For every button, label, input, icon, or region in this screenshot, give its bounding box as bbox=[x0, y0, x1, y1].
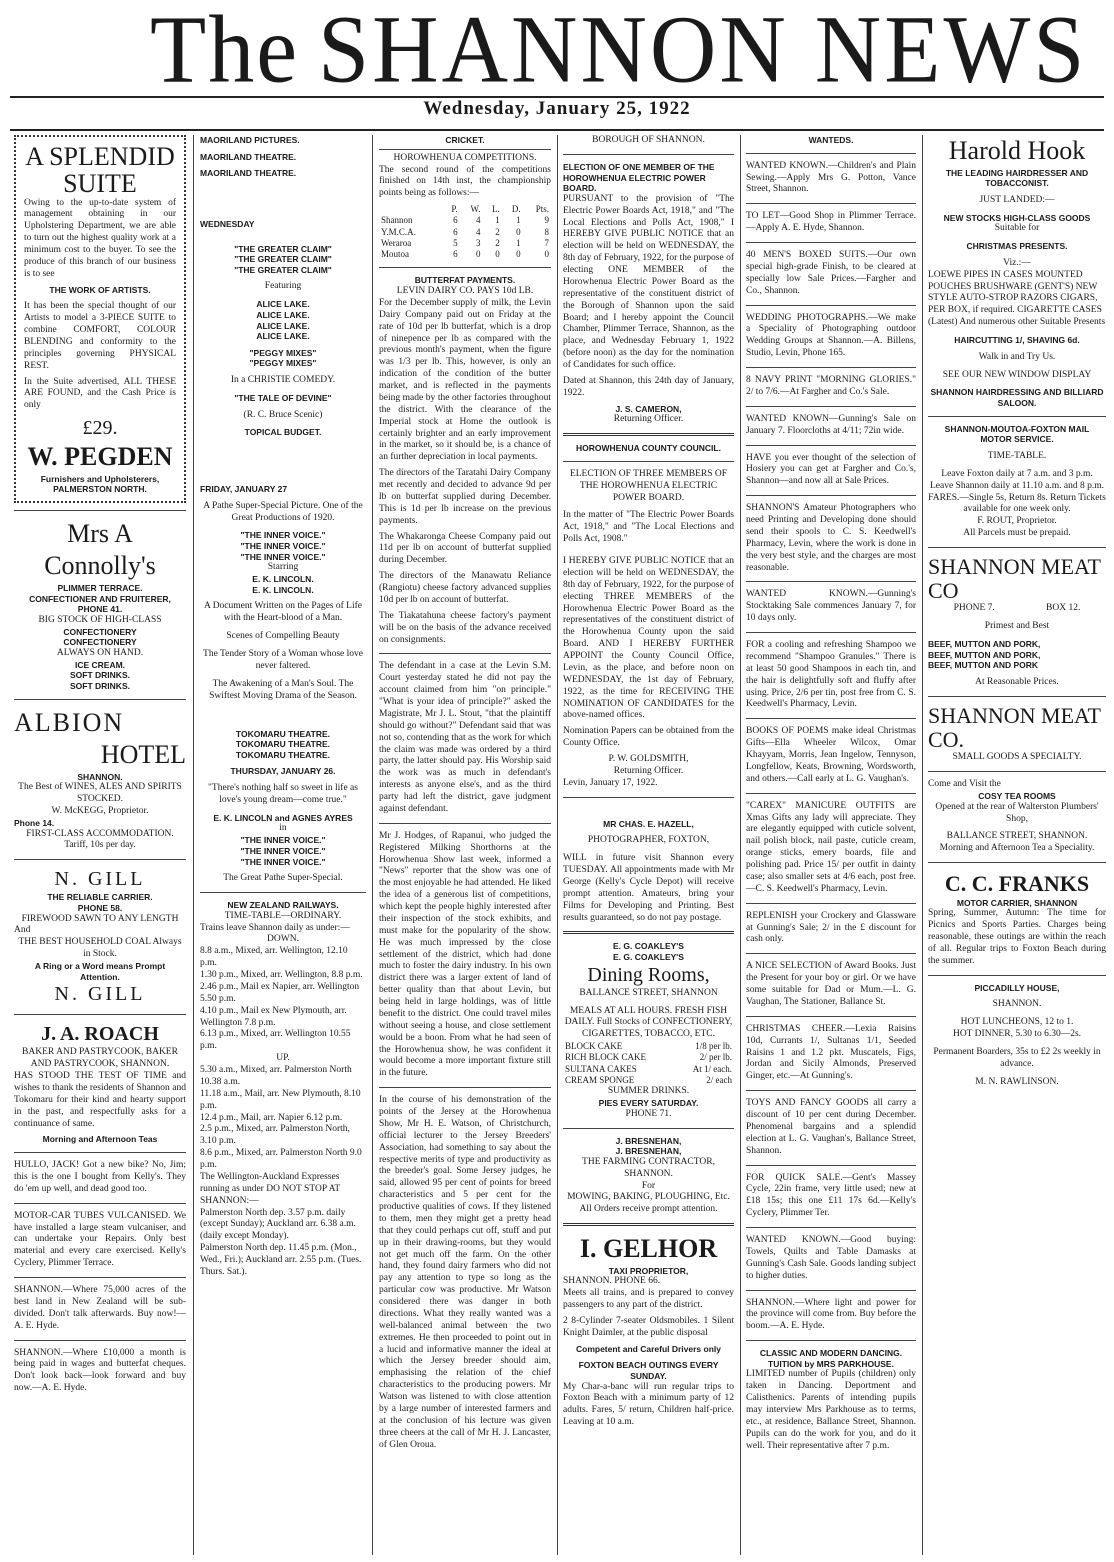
butterfat-heading: BUTTERFAT PAYMENTS. bbox=[414, 275, 516, 286]
masthead-the: The bbox=[150, 0, 300, 103]
county-body: I HEREBY GIVE PUBLIC NOTICE that an election will be held on WEDNESDAY, the 8th day of February, 1922, for the purpose of electing THREE MEMBERS of the Horowhenua Electric Power Board as the representatives of the constituent district of the Horowhenua County upon the said Board. AND I HEREBY FURTHER APPOINT the County Council Office, Levin, as the place, and before noon on WEDNESDAY, the 1st day of February, 1922, as the time for RECEIVING THE NOMINATION OF CANDIDATES for the above-named offices. bbox=[563, 556, 734, 721]
suite-price: £29. bbox=[82, 417, 118, 440]
gill-line: And bbox=[14, 925, 31, 936]
film-title: "THE INNER VOICE." bbox=[240, 856, 326, 867]
classified: BOOKS OF POEMS make ideal Christmas Gifts—Ella Wheeler Wilcox, Omar Khayyam, Morris, Jean Ingelow, Tennyson, Longfellow, Keats, Browning, Wordsworth, and others.—Call early at L. G. Vaughan's. bbox=[746, 726, 916, 784]
franks-line: MOTOR CARRIER, SHANNON bbox=[956, 897, 1078, 908]
railways-timetable: TIME-TABLE—ORDINARY. bbox=[224, 910, 342, 921]
star-name: ALICE LAKE. bbox=[256, 331, 310, 342]
film-title: "THE INNER VOICE." bbox=[240, 835, 326, 846]
connolly-line: CONFECTIONER AND FRUITERER, bbox=[29, 593, 171, 604]
dining-rooms: Dining Rooms, bbox=[587, 963, 710, 986]
franks-title: C. C. FRANKS bbox=[944, 871, 1090, 897]
piccadilly-sign: M. N. RAWLINSON. bbox=[975, 1076, 1059, 1087]
hook-line: NEW STOCKS HIGH-CLASS GOODS bbox=[943, 212, 1091, 223]
train-entry: Palmerston North dep. 3.57 p.m. daily (except Sunday); Auckland arr. 6.38 a.m. (daily except Monday). bbox=[200, 1207, 356, 1242]
hook-line: JUST LANDED:— bbox=[979, 194, 1055, 205]
points-table-row bbox=[379, 249, 551, 260]
direction-heading: DOWN. bbox=[267, 934, 299, 945]
column-6 bbox=[928, 135, 1106, 1555]
train-entry: 12.4 p.m., Mail, arr. Napier 6.12 p.m. bbox=[200, 1112, 343, 1123]
express-note: The Wellington-Auckland Expresses running as under DO NOT STOP AT SHANNON:— bbox=[200, 1171, 341, 1206]
film-title: "PEGGY MIXES" bbox=[249, 347, 317, 358]
gill-line: THE RELIABLE CARRIER. bbox=[47, 892, 153, 903]
film-title: "THE GREATER CLAIM" bbox=[234, 254, 332, 265]
points-table-cell: 1 bbox=[516, 215, 521, 226]
railways-intro: Trains leave Shannon daily as under:— bbox=[200, 922, 350, 933]
gelhor-name: I. GELHOR bbox=[579, 1234, 718, 1264]
albion-prop: W. McKEGG, Proprietor. bbox=[51, 806, 149, 817]
mail-line: FARES.—Single 5s, Return 8s. Return Tickets available for one week only. bbox=[928, 492, 1106, 515]
article-paragraph: The defendant in a case at the Levin S.M. Court yesterday stated he did not pay the account claimed from him "on principle." "What is your idea of principle?" asked the Magistrate, Mr J. L. Stout, "that the plaintiff should go without?" Defendant said that was not so, contending that as the work for which the claim was made was ordered by a third party, the latter should pay. His Worship said the work was as much in defendant's interests as anyone else's, and as the third party had left the district, gave judgment against defendant. bbox=[379, 661, 551, 814]
pathe-note: A Pathe Super-Special Picture. One of the Great Productions of 1920. bbox=[203, 500, 363, 523]
scenic: (R. C. Bruce Scenic) bbox=[243, 409, 323, 420]
cake-price-row bbox=[563, 1041, 734, 1052]
cake-price: 2/ each bbox=[706, 1074, 732, 1085]
classified: REPLENISH your Crockery and Glassware at Gunning's Sale; 2/ in the £ discount for cash only. bbox=[746, 910, 916, 945]
coakley-name: E. G. COAKLEY'S bbox=[613, 952, 684, 962]
cricket-heading: CRICKET. bbox=[445, 135, 485, 145]
meat-box: BOX 12. bbox=[1046, 603, 1081, 614]
dancing-body: LIMITED number of Pupils (children) only taken in Dancing. Deportment and Calisthenics. Parents of intending pupils may interview Mrs Parkhouse as to terms, etc., at residence, Ballance Street, Shannon. Pupils can do the work for you, and do it well. Their representative after 7 p.m. bbox=[746, 1369, 916, 1451]
classified: "CAREX" MANICURE OUTFITS are Xmas Gifts any lady will appreciate. They are elegantly equipped with cuticle solvent, nail polish block, nail paste, cuticle cream, orange sticks, emery boards, file and polishing pad. Price 15/ per outfit in dainty case; also smaller sets at 4/6 each, post free.—C. S. Keedwell's Pharmacy, Levin. bbox=[746, 800, 916, 894]
cake-name: CREAM SPONGE bbox=[565, 1074, 635, 1085]
train-entry: Palmerston North dep. 11.45 p.m. (Mon., Wed., Fri.); Auckland arr. 2.55 p.m. (Tues. Thurs. Sat.). bbox=[200, 1243, 362, 1277]
county-dated: Levin, January 17, 1922. bbox=[563, 777, 658, 788]
points-table-cell: Y.M.C.A. bbox=[381, 226, 416, 237]
points-table-cell: Weraroa bbox=[381, 237, 412, 248]
masthead-title: SHANNON NEWS bbox=[318, 0, 1088, 103]
column-5 bbox=[746, 135, 916, 1555]
cosy-visit: Come and Visit the bbox=[928, 779, 1001, 790]
maoriland-theatre: MAORILAND THEATRE. bbox=[200, 168, 297, 179]
connolly-line: CONFECTIONERY bbox=[63, 637, 137, 648]
classified: TO LET—Good Shop in Plimmer Terrace.—Apply A. E. Hyde, Shannon. bbox=[746, 211, 916, 234]
suite-firm-sub: Furnishers and Upholsterers, PALMERSTON NORTH. bbox=[40, 473, 160, 495]
notice-wages: SHANNON.—Where £10,000 a month is being paid in wages and butterfat cheques. Don't look back—look forward and buy now.—A. E. Hyde. bbox=[14, 1347, 186, 1394]
column-1 bbox=[14, 135, 186, 1555]
cake-price-row bbox=[563, 1052, 734, 1063]
column-rule bbox=[372, 135, 373, 1555]
taxi-drivers: Competent and Careful Drivers only bbox=[575, 1343, 721, 1354]
column-rule bbox=[922, 135, 923, 1555]
election-signatory: J. S. CAMERON, bbox=[615, 403, 682, 414]
hook-window: SEE OUR NEW WINDOW DISPLAY bbox=[942, 369, 1092, 380]
notice-acres: SHANNON.—Where 75,000 acres of the best land in New Zealand will be sub-divided. Don't talk afterwards. Buy now!—A. E. Hyde. bbox=[14, 1285, 186, 1331]
day-heading: WEDNESDAY bbox=[200, 218, 255, 229]
meat-line: BEEF, MUTTON AND PORK, bbox=[928, 649, 1041, 660]
gill-title: N. GILL bbox=[54, 868, 146, 891]
classified: WEDDING PHOTOGRAPHS.—We make a Speciality of Photographing outdoor Wedding Groups at Shannon.—A. Billens, Studio, Levin, Phone 165. bbox=[746, 312, 916, 359]
hazell-name: MR CHAS. E. HAZELL, bbox=[603, 818, 694, 829]
classified: TOYS AND FANCY GOODS all carry a discount of 10 per cent during December. Phenomenal bargains and a splendid election at L. G. Vaughan's, Ballance Street, Shannon. bbox=[746, 1098, 916, 1156]
notice-hullo: HULLO, JACK! Got a new bike? No, Jim; this is the one I bought from Kelly's. They do 'em up well, and dead good too. bbox=[14, 1160, 186, 1194]
gill-line: THE BEST HOUSEHOLD COAL Always in Stock. bbox=[18, 937, 182, 960]
suite-firm: W. PEGDEN bbox=[27, 442, 173, 472]
cosy-title: COSY TEA ROOMS bbox=[978, 791, 1056, 801]
taxi-line: SHANNON. PHONE 66. bbox=[563, 1276, 661, 1287]
cosy-line: Opened at the rear of Walterston Plumbers' Shop, bbox=[935, 801, 1099, 824]
mail-heading: SHANNON-MOUTOA-FOXTON MAIL MOTOR SERVICE. bbox=[944, 423, 1090, 445]
classified: HAVE you ever thought of the selection of Hosiery you can get at Fargher and Co.'s, Shannon—and now all at Sale Prices. bbox=[746, 452, 916, 487]
points-table-cell: 6 bbox=[453, 249, 458, 260]
county-papers: Nomination Papers can be obtained from the County Office. bbox=[563, 726, 734, 749]
article-paragraph: The directors of the Manawatu Reliance (Rangiotu) cheese factory advanced supplies 10d per lb on account of butterfat. bbox=[379, 571, 551, 605]
taxi-body: Meets all trains, and is prepared to convey passengers to any part of the district. bbox=[563, 1288, 734, 1310]
film-title: "THE INNER VOICE." bbox=[240, 551, 326, 562]
albion-accom: FIRST-CLASS ACCOMMODATION. bbox=[26, 828, 174, 839]
points-table-cell: 4 bbox=[475, 226, 481, 237]
mail-timetable: TIME-TABLE. bbox=[987, 450, 1047, 461]
roach-title: J. A. ROACH bbox=[41, 1023, 159, 1046]
taxi-cars: 2 8-Cylinder 7-seater Oldsmobiles. 1 Silent Knight Daimler, at the public disposal bbox=[563, 1315, 734, 1338]
points-table-cell bbox=[379, 204, 443, 215]
column-rule bbox=[740, 135, 741, 1555]
points-table bbox=[379, 204, 551, 260]
pies-line: PIES EVERY SATURDAY. bbox=[598, 1098, 699, 1108]
hook-line: THE LEADING HAIRDRESSER AND TOBACCONIST. bbox=[945, 167, 1089, 189]
film-blurb: The Great Pathe Super-Special. bbox=[223, 873, 343, 884]
connolly-line: ICE CREAM. bbox=[74, 659, 126, 670]
points-table-cell: 0 bbox=[516, 249, 521, 260]
county-role: Returning Officer. bbox=[613, 765, 684, 776]
tokomaru-theatre: TOKOMARU THEATRE. bbox=[235, 749, 331, 760]
hook-line: CHRISTMAS PRESENTS. bbox=[966, 241, 1068, 252]
points-table-cell: 3 bbox=[475, 237, 481, 248]
maoriland-pictures: MAORILAND PICTURES. bbox=[200, 135, 300, 145]
gill-line: FIREWOOD SAWN TO ANY LENGTH bbox=[21, 913, 179, 924]
classified: SHANNON'S Amateur Photographers who need Printing and Developing done should send their spools to C. S. Keedwell's Pharmacy, Levin, where the work is done in the very best style, and the charges are most reasonable. bbox=[746, 503, 916, 573]
film-blurb: The Awakening of a Man's Soul. The Swiftest Moving Drama of the Season. bbox=[209, 678, 357, 701]
points-table-cell: 6 bbox=[453, 226, 458, 237]
film-title: "THE TALE OF DEVINE" bbox=[234, 392, 332, 403]
foxton-body: My Char-a-banc will run regular trips to Foxton Beach with a minimum party of 12 adults. Fares, 5/ return, Children half-price. Leaving at 10 a.m. bbox=[563, 1381, 734, 1428]
piccadilly-line: SHANNON. bbox=[992, 999, 1042, 1010]
cake-price: 2/ per lb. bbox=[699, 1052, 732, 1063]
election-heading: ELECTION OF ONE MEMBER OF THE HOROWHENUA ELECTRIC POWER BOARD. bbox=[563, 161, 715, 194]
train-entry: 4.10 p.m., Mail ex New Plymouth, arr. Wellington 7.8 p.m. bbox=[200, 1005, 347, 1028]
train-entry: 6.13 p.m., Mixed, arr. Wellington 10.55 p.m. bbox=[200, 1029, 351, 1052]
ballance-street: BALLANCE STREET, SHANNON bbox=[579, 987, 718, 998]
train-entry: 8.6 p.m., Mixed, arr. Palmerston North 9.0 p.m. bbox=[200, 1148, 362, 1170]
points-table-cell: 0 bbox=[544, 249, 549, 260]
points-table-cell: 1 bbox=[495, 215, 500, 226]
bresnehan-name: J. BRESNEHAN, bbox=[615, 1146, 682, 1157]
points-table-cell: 8 bbox=[544, 226, 549, 237]
meat-phone: PHONE 7. bbox=[953, 603, 995, 614]
film-title: "THE INNER VOICE." bbox=[240, 541, 326, 551]
direction-heading: UP. bbox=[276, 1053, 290, 1064]
star-name: E. K. LINCOLN. bbox=[252, 574, 314, 585]
classified: SHANNON.—Where light and power for the province will come from. Buy before the boom.—A. E. Hyde. bbox=[746, 1297, 916, 1332]
points-table-cell: Pts. bbox=[535, 204, 549, 215]
classified: CHRISTMAS CHEER.—Lexia Raisins 10d, Currants 1/, Sultanas 1/1, Seeded Raisins 1 and 1.2 pkt. Muscatels, Figs, Jordan and Sicily Almonds, Preserved Ginger, etc.—At Gunning's. bbox=[746, 1023, 916, 1082]
points-table-cell: 0 bbox=[495, 249, 500, 260]
article-paragraph: The Tiakatahuna cheese factory's payment will be on the basis of the advance received on consignments. bbox=[379, 610, 551, 645]
piccadilly-line: Permanent Boarders, 35s to £2 2s weekly in advance. bbox=[933, 1046, 1101, 1069]
roach-line: BAKER AND PASTRYCOOK, BAKER AND PASTRYCOOK, SHANNON. bbox=[22, 1047, 178, 1070]
meat-title: SHANNON MEAT CO bbox=[928, 554, 1101, 604]
hook-saloon: SHANNON HAIRDRESSING AND BILLIARD SALOON. bbox=[930, 387, 1104, 408]
film-blurb: A Document Written on the Pages of Life with the Heart-blood of a Man. bbox=[203, 601, 362, 624]
albion-best: The Best of WINES, ALES AND SPIRITS STOCKED. bbox=[18, 782, 182, 805]
connolly-line: SOFT DRINKS. bbox=[70, 681, 130, 692]
franks-body: Spring, Summer, Autumn: The time for Picnics and Sports Parties. Charges being reasonable, these outings are within the reach of all. Regular trips to Foxton Beach during the summer. bbox=[928, 908, 1106, 966]
albion-title: ALBION bbox=[14, 707, 125, 737]
cricket-intro: The second round of the competitions finished on 14th inst, the championship points being as follows:— bbox=[379, 164, 551, 199]
points-table-row bbox=[379, 215, 551, 226]
county-matter: In the matter of "The Electric Power Boards Act, 1918," and "The Local Elections and Polls Act, 1908." bbox=[563, 510, 734, 545]
meat-prices: At Reasonable Prices. bbox=[975, 677, 1059, 687]
albion-phone: Phone 14. bbox=[14, 817, 55, 828]
cake-name: RICH BLOCK CAKE bbox=[565, 1052, 647, 1063]
day-heading: THURSDAY, JANUARY 26. bbox=[230, 766, 336, 777]
points-table-cell: P. bbox=[451, 204, 458, 215]
starring: Starring bbox=[267, 562, 299, 573]
film-title: "THE GREATER CLAIM" bbox=[234, 243, 332, 254]
cake-name: BLOCK CAKE bbox=[565, 1041, 623, 1052]
piccadilly-line: HOT DINNER, 5.30 to 6.30—2s. bbox=[952, 1029, 1082, 1039]
film-blurb: Scenes of Compelling Beauty bbox=[226, 631, 340, 642]
column-2 bbox=[200, 135, 366, 1555]
suite-intro: Owing to the up-to-date system of management obtaining in our Upholstering Department, we are able to turn out the highest quality work at a minimum cost to the buyer. To see the produce of this branch of our business is to see bbox=[24, 197, 176, 279]
points-table-cell: W. bbox=[470, 204, 481, 215]
summer-drinks: SUMMER DRINKS. bbox=[607, 1086, 690, 1097]
article-paragraph: The directors of the Taratahi Dairy Company met recently and decided to advance 9d per lb on butterfat supplied during December. This is 1d per lb increase on the previous payments. bbox=[379, 468, 551, 526]
foxton-heading: FOXTON BEACH OUTINGS EVERY SUNDAY. bbox=[578, 1360, 719, 1381]
meals-line: MEALS AT ALL HOURS. FRESH FISH DAILY. Full Stocks of CONFECTIONERY, CIGARETTES, TOBACCO, ETC. bbox=[564, 1005, 733, 1040]
bresnehan-role: THE FARMING CONTRACTOR, SHANNON. bbox=[582, 1156, 715, 1179]
meat-line: BEEF, MUTTON AND PORK bbox=[928, 660, 1039, 671]
dancing-heading: CLASSIC AND MODERN DANCING. TUITION by MRS PARKHOUSE. bbox=[759, 1348, 903, 1369]
classified: WANTED KNOWN.—Children's and Plain Sewing.—Apply Mrs G. Potton, Vance Street, Shannon. bbox=[746, 160, 916, 195]
cake-price-row bbox=[563, 1064, 734, 1075]
train-entry: 11.18 a.m., Mail, arr. New Plymouth, 8.10 p.m. bbox=[200, 1088, 361, 1111]
train-entry: 8.8 a.m., Mixed, arr. Wellington, 12.10 p.m. bbox=[200, 946, 348, 969]
competitions-heading: HOROWHENUA COMPETITIONS. bbox=[393, 152, 537, 163]
meat-line: BEEF, MUTTON AND PORK, bbox=[928, 639, 1041, 650]
article-paragraph: The Whakaronga Cheese Company paid out 11d per lb on account of butterfat supplied during December. bbox=[379, 531, 551, 566]
borough-heading: BOROUGH OF SHANNON. bbox=[592, 135, 705, 145]
bresnehan-for: For bbox=[641, 1180, 656, 1191]
railways-heading: NEW ZEALAND RAILWAYS. bbox=[227, 900, 339, 910]
train-entry: 2.46 p.m., Mail ex Napier, arr. Wellington 5.50 p.m. bbox=[200, 981, 360, 1004]
election-body: PURSUANT to the provision of "The Electric Power Boards Act, 1918," and "The Local Elections and Polls Act, 1908," I HEREBY GIVE PUBLIC NOTICE that an election will be held on WEDNESDAY, the 8th day of February, 1922, for the purpose of electing ONE MEMBER of the Horowhenua Electric Power Board as the representative of the constituent district of the Borough of Shannon upon the said Board; and I hereby appoint the Council Chamber, Plimmer Terrace, Shannon, as the place, and Wednesday February 1, 1922 (before noon) as the day for the nomination of Candidates for such office. bbox=[563, 193, 734, 370]
star-name: E. K. LINCOLN and AGNES AYRES bbox=[213, 812, 353, 823]
points-table-cell: 4 bbox=[475, 215, 481, 226]
points-table-cell: 5 bbox=[453, 237, 458, 248]
points-table-cell: 6 bbox=[453, 215, 458, 226]
column-rule bbox=[193, 135, 194, 1555]
suite-artists: THE WORK OF ARTISTS. bbox=[49, 284, 151, 295]
bresnehan-name: J. BRESNEHAN, bbox=[615, 1135, 682, 1146]
connolly-line: BIG STOCK OF HIGH-CLASS bbox=[38, 614, 162, 625]
star-name: ALICE LAKE. bbox=[256, 309, 310, 320]
film-title: "THE INNER VOICE." bbox=[240, 845, 326, 856]
albion-tariff: Tariff, 10s per day. bbox=[64, 840, 136, 851]
phone-line: PHONE 71. bbox=[625, 1108, 672, 1119]
train-entry: 2.5 p.m., Mixed, arr. Palmerston North, 3.10 p.m. bbox=[200, 1124, 350, 1147]
points-table-cell: D. bbox=[511, 204, 521, 215]
classified: FOR a cooling and refreshing Shampoo we recommend "Shampoo Granules." There is at least 50 good Shampoos in each tin, and the hair is delightfully soft and fluffy after using. Price, 2/6 per tin, post free from C. S. Keedwell's Pharmacy, Levin. bbox=[746, 640, 916, 710]
masthead bbox=[0, 0, 1114, 103]
cakes-table bbox=[563, 1041, 734, 1086]
article-paragraph: Mr J. Hodges, of Rapanui, who judged the Registered Milking Shorthorns at the Horowhenua Show last week, informed a "News" reporter that the show was one of the most enjoyable he had attended. He liked the idea of a generous list of competitions, which kept the people highly interested after their inspection of the stock exhibits, and must make for the popularity of the show. He was much impressed by the close settlement of the district, which had done much to foster the dairy industry. In his own district there was a larger extent of land of better quality than that about Levin, but being held in large holdings, was of little benefit to the district. One could travel miles without seeing a house, and close settlement would be a boon. From what he had seen of the Horowhenua show, he was confident it would become a more important fixture still in the future. bbox=[379, 830, 551, 1079]
meat-prime: Primest and Best bbox=[984, 621, 1050, 632]
film-blurb: The Tender Story of a Woman whose love never faltered. bbox=[203, 649, 363, 671]
classified: 8 NAVY PRINT "MORNING GLORIES." 2/ to 7/6.—At Fargher and Co.'s Sale. bbox=[746, 375, 916, 397]
film-blurb: "There's nothing half so sweet in life as love's young dream—come true." bbox=[208, 783, 358, 805]
points-table-cell: 9 bbox=[544, 215, 549, 226]
classified: WANTED KNOWN.—Good buying: Towels, Quilts and Table Damasks at Gunning's Cash Sale. Goods landing subject to higher duties. bbox=[746, 1235, 916, 1281]
connolly-line: ALWAYS ON HAND. bbox=[56, 647, 144, 658]
maoriland-theatre: MAORILAND THEATRE. bbox=[200, 151, 297, 162]
column-rule bbox=[557, 135, 558, 1555]
hook-haircut: HAIRCUTTING 1/, SHAVING 6d. bbox=[954, 335, 1080, 345]
wanteds-heading: WANTEDS. bbox=[808, 135, 854, 145]
ad-splendid-suite bbox=[14, 135, 186, 503]
mail-line: Leave Foxton daily at 7 a.m. and 3 p.m. bbox=[941, 468, 1093, 479]
points-table-cell: Shannon bbox=[381, 215, 413, 226]
classified: 40 MEN'S BOXED SUITS.—Our own special high-grade Finish, to be cleared at specially low Sale Prices.—Fargher and Co., Shannon. bbox=[746, 250, 916, 296]
points-table-row bbox=[379, 238, 551, 249]
article-paragraph: For the December supply of milk, the Levin Dairy Company paid out on Friday at the rate of 10d per lb butterfat, which is a drop of ninepence per lb as compared with the previous month's payment, when the figure was 1/3 per lb. This, however, is only an indication of the condition of the butter market, and is reflected in the payments being made by the other factories throughout the district. With the clearance of the Imperial stock at Home the outlook is certainly brighter and an early improvement in the market, so it should be, is a chance of an further depreciation in local payments. bbox=[379, 297, 551, 463]
topical-budget: TOPICAL BUDGET. bbox=[244, 427, 322, 438]
meat-title-2: SHANNON MEAT CO. bbox=[928, 702, 1101, 753]
roach-teas: Morning and Afternoon Teas bbox=[42, 1134, 158, 1145]
cake-price-row bbox=[563, 1075, 734, 1086]
connolly-line: PHONE 41. bbox=[77, 604, 123, 615]
in-label: in bbox=[279, 823, 287, 834]
albion-hotel: HOTEL bbox=[100, 740, 186, 770]
points-table-cell: 7 bbox=[544, 237, 549, 248]
cake-price: At 1/ each. bbox=[692, 1063, 732, 1074]
train-entry: 5.30 a.m., Mixed, arr. Palmerston North 10.38 a.m. bbox=[200, 1065, 352, 1087]
star-name: ALICE LAKE. bbox=[256, 320, 310, 331]
cosy-line: Morning and Afternoon Tea a Speciality. bbox=[939, 843, 1095, 854]
piccadilly-title: PICCADILLY HOUSE, bbox=[974, 982, 1060, 993]
article-paragraph: In the course of his demonstration of the points of the Jersey at the Horowhenua Show, Mr H. E. Watson, of Christchurch, official lecturer to the Jersey Breeders' Association, had something to say about the respective merits of type and productivity as the breeder's goal. Some Jersey judges, he said, allowed 95 per cent of points for breed characteristics and 5 per cent for the productive qualities of cows. If they listened to them, men they might get a pretty head that they could perhaps cut off, stuff and put up in their drawing-rooms, but they would not get much off the farm. On the other hand, they found dairy farmers who did not pay any attention to type so long as the particular cow was productive. Mr Watson considered there was danger in both directions. What they really wanted was a well-balanced animal between the two extremes. He then proceeded to point out in a lucid and informative manner the ideal at which the Jersey breeder should aim, emphasising the relation of the chief characteristics to the producing powers. Mr Watson was listened to with close attention by a large number of interested farmers and at the conclusion of his lecture was given three cheers at the call of Mr H. J. Lancaster, of Glen Oroua. bbox=[379, 1095, 551, 1450]
county-heading: HOROWHENUA COUNTY COUNCIL. bbox=[576, 443, 721, 454]
piccadilly-line: HOT LUNCHEONS, 12 to 1. bbox=[960, 1017, 1074, 1028]
day-heading: FRIDAY, JANUARY 27 bbox=[200, 484, 288, 494]
points-table-cell: 0 bbox=[475, 249, 481, 260]
classified: WANTED KNOWN.—Gunning's Stocktaking Sale commences January 7, for 10 days only. bbox=[746, 589, 916, 624]
points-table-cell: L. bbox=[491, 204, 500, 215]
gill-line: A Ring or a Word means Prompt Attention. bbox=[34, 961, 166, 982]
connolly-line: PLIMMER TERRACE. bbox=[57, 582, 143, 593]
points-table-cell: 2 bbox=[495, 226, 500, 237]
tokomaru-theatre: TOKOMARU THEATRE. bbox=[235, 739, 331, 750]
points-table-cell: 0 bbox=[516, 226, 521, 237]
county-election-heading: ELECTION OF THREE MEMBERS OF THE HOROWHENUA ELECTRIC POWER BOARD. bbox=[569, 468, 728, 503]
election-dated: Dated at Shannon, this 24th day of January, 1922. bbox=[563, 375, 734, 398]
featuring: Featuring bbox=[264, 281, 302, 292]
film-title: "PEGGY MIXES" bbox=[249, 358, 317, 369]
hazell-role: PHOTOGRAPHER, FOXTON, bbox=[587, 835, 710, 846]
column-4 bbox=[563, 135, 734, 1555]
dateline-rule bbox=[10, 129, 1104, 131]
mail-prop: F. ROUT, Proprietor. bbox=[977, 516, 1057, 527]
hook-title: Harold Hook bbox=[948, 136, 1086, 165]
bresnehan-work: MOWING, BAKING, PLOUGHING, Etc. All Orders receive prompt attention. bbox=[567, 1192, 730, 1215]
classified: A NICE SELECTION of Award Books. Just the Present for your boy or girl. Or we have some suitable for Dad or Mum.—L. G. Vaughan, The Stationer, Ballance St. bbox=[746, 961, 916, 1007]
points-table-cell: 1 bbox=[516, 237, 521, 248]
smallgoods: SMALL GOODS A SPECIALTY. bbox=[952, 752, 1082, 763]
tokomaru-theatre: TOKOMARU THEATRE. bbox=[235, 728, 331, 739]
coakley-name: E. G. COAKLEY'S bbox=[613, 941, 684, 952]
hook-items: LOEWE PIPES IN CASES MOUNTED POUCHES BRUSHWARE (GENT'S) NEW STYLE AUTO-STROP RAZORS CIGARS, PER BOX, if required. CIGARETTE CASES (Latest) And numerous other Suitable Presents bbox=[928, 269, 1106, 328]
points-table-header bbox=[379, 204, 551, 215]
film-title: "THE GREATER CLAIM" bbox=[234, 264, 332, 275]
christie-comedy: In a CHRISTIE COMEDY. bbox=[230, 375, 336, 385]
cake-name: SULTANA CAKES bbox=[565, 1063, 637, 1074]
cake-price: 1/8 per lb. bbox=[695, 1041, 732, 1052]
connolly-line: SOFT DRINKS. bbox=[70, 670, 130, 681]
column-3 bbox=[379, 135, 551, 1555]
taxi-role: TAXI PROPRIETOR, bbox=[608, 1265, 689, 1276]
classified: WANTED KNOWN—Gunning's Sale on January 7. Floorcloths at 4/11; 72in wide. bbox=[746, 413, 916, 436]
mail-line: Leave Shannon daily at 11.10 a.m. and 8 p.m. bbox=[929, 480, 1105, 491]
gill-sign: N. GILL bbox=[54, 983, 146, 1006]
connolly-title: Mrs A Connolly's bbox=[44, 518, 156, 581]
roach-body: HAS STOOD THE TEST OF TIME and wishes to thank the residents of Shannon and Tokomaru for their kind and hearty support in the past, and respectfully asks for a continuance of same. bbox=[14, 1071, 186, 1129]
hook-line: Suitable for bbox=[994, 223, 1040, 234]
star-name: E. K. LINCOLN. bbox=[252, 584, 314, 595]
notice-motor: MOTOR-CAR TUBES VULCANISED. We have installed a large steam vulcaniser, and can undertake your Repairs. Only best material and every care exercised. Kelly's Cyclery, Plimmer Terrace. bbox=[14, 1210, 186, 1269]
dateline: Wednesday, January 25, 1922 bbox=[423, 98, 691, 119]
cosy-line: BALLANCE STREET, SHANNON. bbox=[946, 831, 1088, 842]
suite-body: It has been the special thought of our Artists to model a 3-PIECE SUITE to combine COMFORT, COLOUR BLENDING and conformity to the principles governing PHYSICAL REST. bbox=[24, 301, 176, 371]
hazell-body: WILL in future visit Shannon every TUESDAY. All appointments made with Mr George (Kelly's Cycle Depot) will receive prompt attention. Amateurs, bring your Films for Developing and Printing. Best results guaranteed, so do not pay postage. bbox=[563, 853, 734, 923]
suite-body2: In the Suite advertised, ALL THESE ARE FOUND, and the Cash Price is only bbox=[24, 376, 176, 411]
gill-line: PHONE 58. bbox=[77, 902, 123, 913]
albion-town: SHANNON. bbox=[77, 771, 123, 782]
county-signatory: P. W. GOLDSMITH, bbox=[608, 754, 689, 764]
hook-walk: Walk in and Try Us. bbox=[978, 351, 1056, 362]
points-table-row bbox=[379, 227, 551, 238]
classified: FOR QUICK SALE.—Gent's Massey Cycle, 22in frame, very little used; new at £18 15s; this one £11 17s 6d.—Kelly's Cyclery, Plimmer Ter. bbox=[746, 1172, 916, 1219]
film-title: "THE INNER VOICE." bbox=[240, 530, 326, 541]
star-name: ALICE LAKE. bbox=[256, 299, 310, 310]
suite-title: A SPLENDID SUITE bbox=[25, 142, 175, 199]
hook-viz: Viz.:— bbox=[1003, 257, 1031, 268]
points-table-cell: Moutoa bbox=[381, 249, 409, 260]
train-entry: 1.30 p.m., Mixed, arr. Wellington, 8.8 p.m. bbox=[200, 970, 363, 980]
points-table-cell: 2 bbox=[495, 237, 500, 248]
meat-contact bbox=[928, 603, 1106, 615]
levin-heading: LEVIN DAIRY CO. PAYS 10d LB. bbox=[396, 286, 534, 296]
election-role: Returning Officer. bbox=[613, 414, 684, 425]
mail-parcels: All Parcels must be prepaid. bbox=[963, 528, 1071, 539]
connolly-line: CONFECTIONERY bbox=[63, 626, 137, 637]
